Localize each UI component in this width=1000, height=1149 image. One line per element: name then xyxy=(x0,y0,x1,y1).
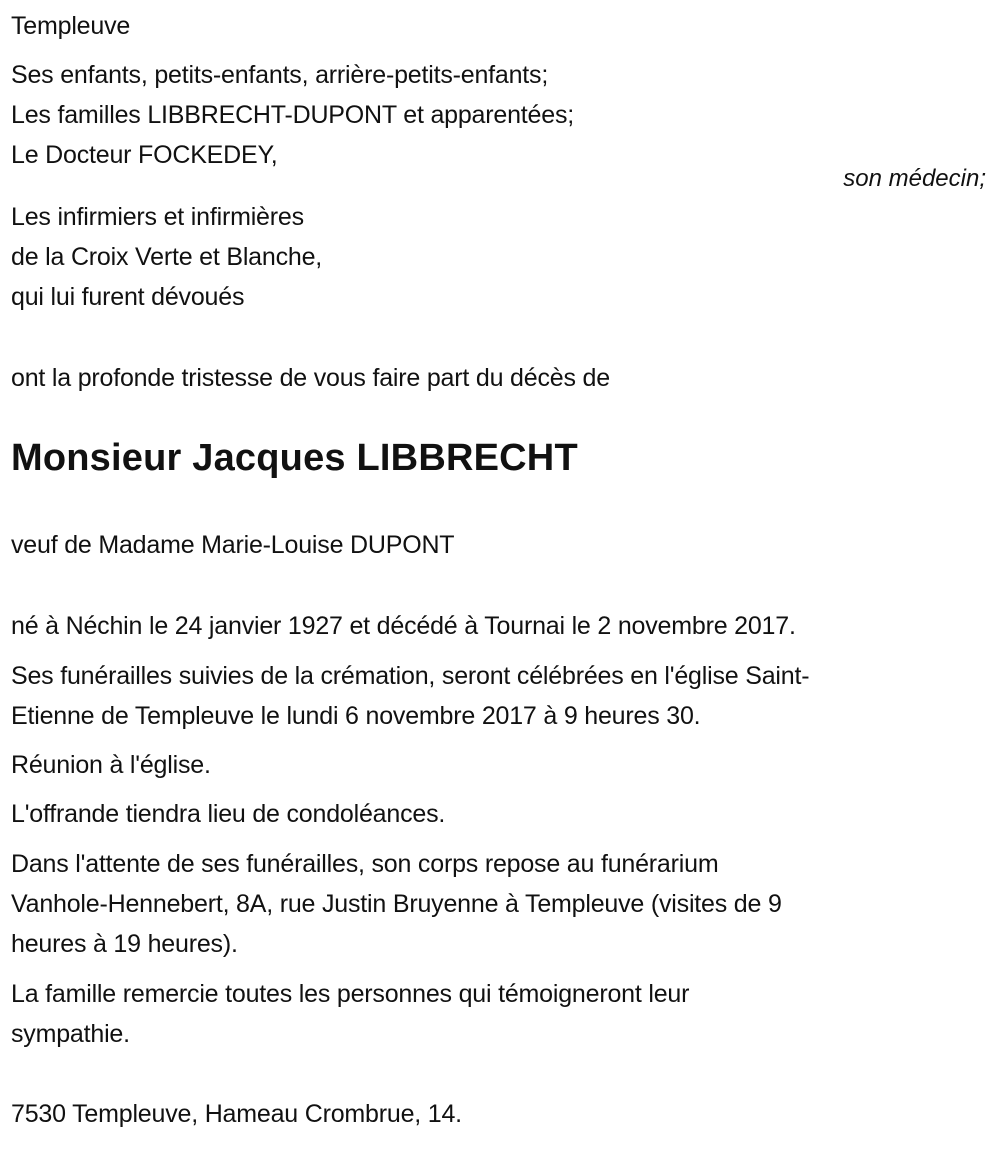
deceased-name: Monsieur Jacques LIBBRECHT xyxy=(11,437,578,479)
meeting-text: Réunion à l'église. xyxy=(11,751,211,779)
announcement-text: ont la profonde tristesse de vous faire part du décès de xyxy=(11,364,610,392)
spouse-text: veuf de Madame Marie-Louise DUPONT xyxy=(11,531,455,559)
repose-line: Dans l'attente de ses funérailles, son corps repose au funérarium xyxy=(11,850,719,878)
address-text: 7530 Templeuve, Hameau Crombrue, 14. xyxy=(11,1100,462,1128)
doctor-role: son médecin; xyxy=(843,165,986,192)
family-line: Le Docteur FOCKEDEY, xyxy=(11,141,278,169)
family-line: Les familles LIBBRECHT-DUPONT et apparentées; xyxy=(11,101,574,129)
offering-text: L'offrande tiendra lieu de condoléances. xyxy=(11,800,446,828)
family-line: Ses enfants, petits-enfants, arrière-petits-enfants; xyxy=(11,61,549,89)
repose-line: heures à 19 heures). xyxy=(11,930,238,958)
repose-line: Vanhole-Hennebert, 8A, rue Justin Bruyenne à Templeuve (visites de 9 xyxy=(11,890,782,918)
thanks-line: La famille remercie toutes les personnes qui témoigneront leur xyxy=(11,980,690,1008)
funeral-line: Ses funérailles suivies de la crémation, seront célébrées en l'église Saint- xyxy=(11,662,810,690)
thanks-line: sympathie. xyxy=(11,1020,130,1048)
nurses-line: de la Croix Verte et Blanche, xyxy=(11,243,323,271)
location-header: Templeuve xyxy=(11,12,131,40)
funeral-line: Etienne de Templeuve le lundi 6 novembre 2017 à 9 heures 30. xyxy=(11,702,701,730)
birth-death-text: né à Néchin le 24 janvier 1927 et décédé à Tournai le 2 novembre 2017. xyxy=(11,612,796,640)
nurses-line: Les infirmiers et infirmières xyxy=(11,203,304,231)
nurses-line: qui lui furent dévoués xyxy=(11,283,245,311)
